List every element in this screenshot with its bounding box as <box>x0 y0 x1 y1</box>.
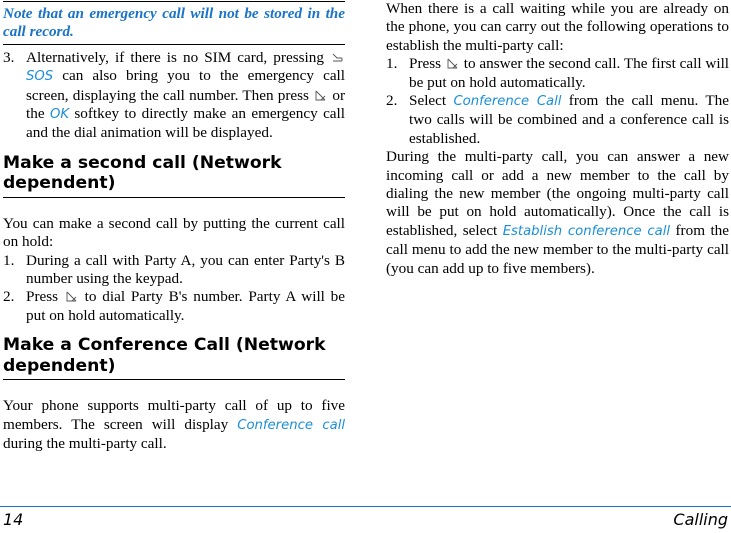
emergency-note: Note that an emergency call will not be stored in the call record. <box>3 1 345 45</box>
establish-conference-option: Establish conference call <box>502 223 671 239</box>
left-column <box>3 0 345 454</box>
page-number: 14 <box>3 510 24 529</box>
hangup-key-icon <box>332 52 343 63</box>
call-key-icon <box>66 291 77 302</box>
call-waiting-steps <box>386 55 729 148</box>
footer-divider <box>0 506 731 507</box>
conference-heading: Make a Conference Call (Network dependent) <box>3 335 345 380</box>
conference-intro: Your phone supports multi-party call of up to five members. The screen will display Conference call during the multi-party call. <box>3 397 346 453</box>
step-number: 2. <box>3 288 15 306</box>
emergency-steps <box>3 49 345 143</box>
step-number: 1. <box>3 251 15 269</box>
call-waiting-intro: When there is a call waiting while you are already on the phone, you can carry out the following operations to establish the multi-party call: <box>386 0 729 54</box>
step-number: 3. <box>3 48 15 66</box>
conference-call-option: Conference Call <box>453 94 562 110</box>
second-call-heading: Make a second call (Network dependent) <box>3 153 345 198</box>
call-key-icon <box>315 90 326 101</box>
list-item: 1. During a call with Party A, you can enter Party's B number using the keypad. <box>3 251 345 288</box>
section-title: Calling <box>673 510 728 529</box>
multi-party-paragraph: During the multi-party call, you can answer a new incoming call or add a new member to the call by dialing the new member (the ongoing multi-party call will be put on hold automatically). Once the call is established, select Establish conference call from the call menu to add the new member to the multi-party call (you can add up to five members). <box>386 148 729 277</box>
step-number: 1. <box>386 55 398 73</box>
sos-label: SOS <box>26 69 54 85</box>
second-call-steps <box>3 252 345 326</box>
conference-call-term: Conference call <box>237 417 346 433</box>
ok-softkey-label: OK <box>49 107 69 123</box>
step-number: 2. <box>386 92 398 110</box>
list-item: 2. Select Conference Call from the call menu. The two calls will be combined and a conference call is established. <box>386 92 730 147</box>
list-item: 3. Alternatively, if there is no SIM card, pressing SOS can also bring you to the emergency call screen, displaying the call number. Then press or the OK softkey to directly make an emergency call and the dial animation will be displayed. <box>3 48 345 142</box>
second-call-intro: You can make a second call by putting the current call on hold: <box>3 214 345 251</box>
list-item: 2. Press to dial Party B's number. Party A will be put on hold automatically. <box>3 288 346 324</box>
right-column <box>386 0 729 278</box>
list-item: 1. Press to answer the second call. The first call will be put on hold automatically. <box>386 55 730 91</box>
call-key-icon <box>447 58 458 69</box>
